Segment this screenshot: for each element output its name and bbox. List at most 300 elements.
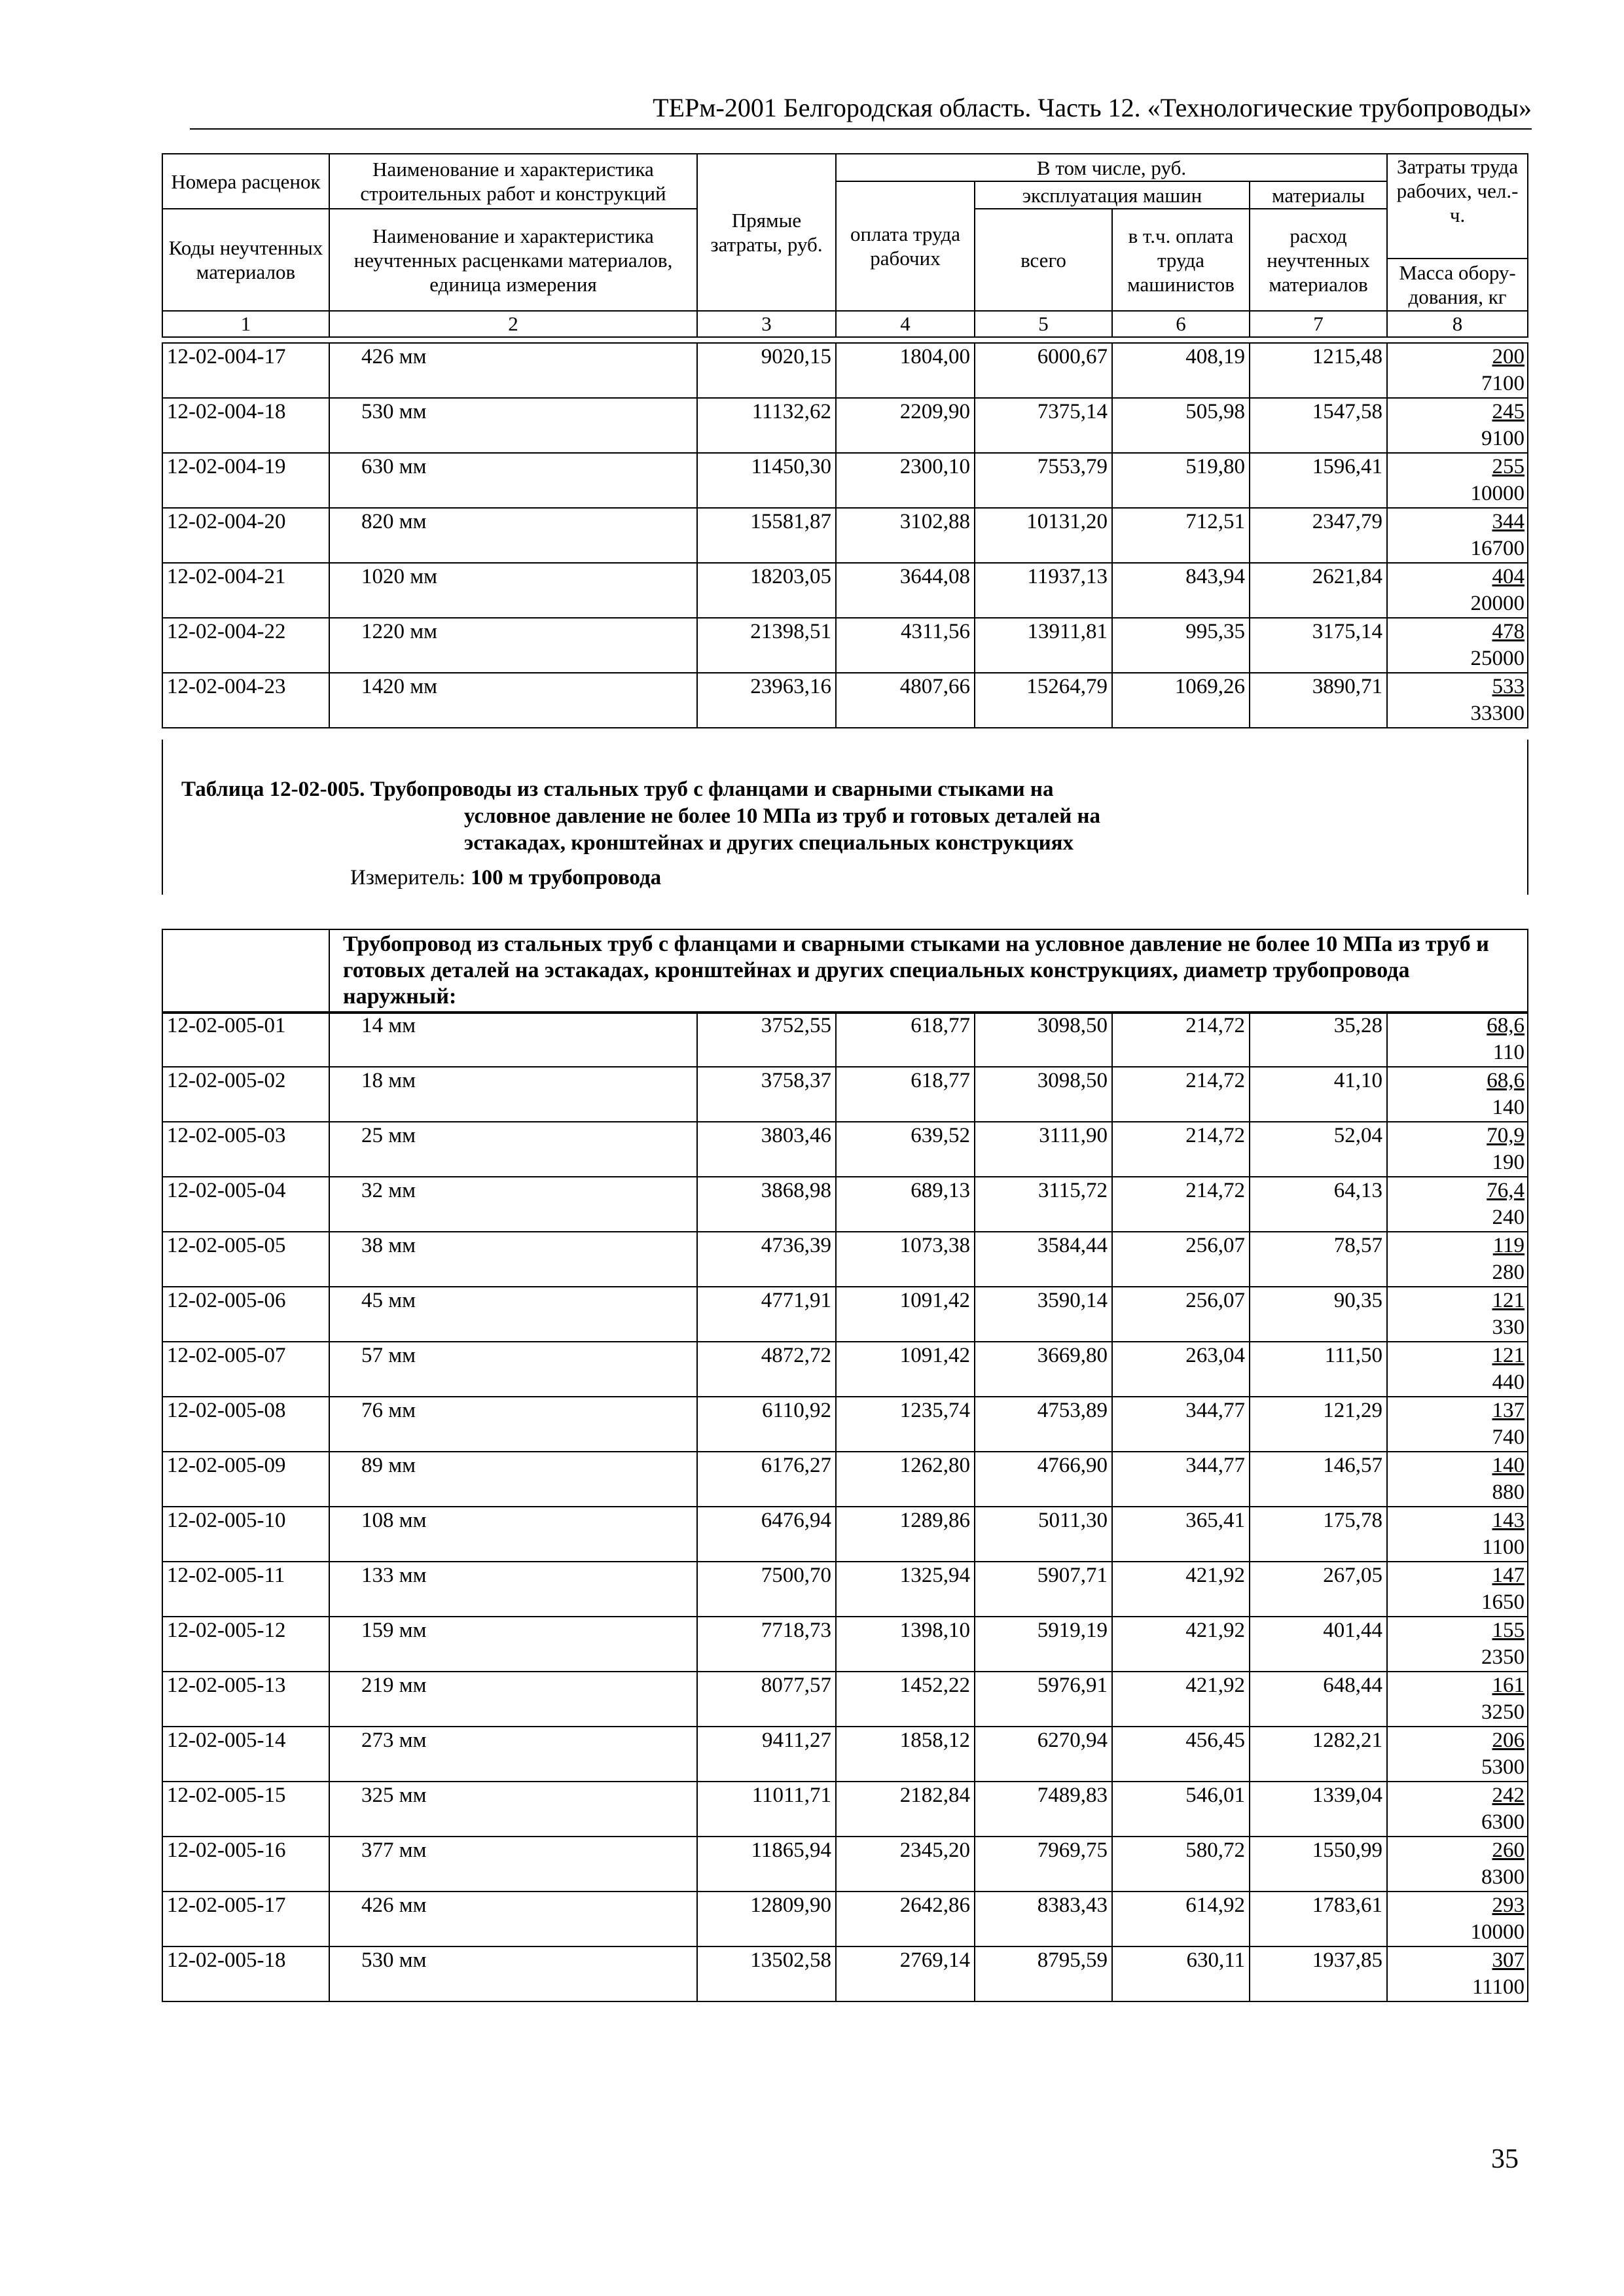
rate-name: 219 мм (329, 1672, 697, 1727)
labor-cost: 155 (1492, 1619, 1525, 1642)
labor-and-mass (1387, 673, 1528, 728)
equipment-mass: 240 (1492, 1206, 1525, 1229)
table-row (162, 1397, 1528, 1452)
labor-pay: 3102,88 (836, 508, 975, 563)
materials-cost: 35,28 (1250, 1012, 1387, 1067)
rate-name: 820 мм (329, 508, 697, 563)
table-row (162, 1012, 1528, 1067)
machinist-pay: 843,94 (1112, 563, 1250, 618)
equipment-mass: 3250 (1481, 1700, 1525, 1724)
labor-and-mass (1387, 1232, 1528, 1287)
rate-code: 12-02-005-15 (162, 1782, 329, 1837)
direct-costs: 8077,57 (697, 1672, 836, 1727)
direct-costs: 4771,91 (697, 1287, 836, 1342)
table-title-line: условное давление не более 10 МПа из труб и готовых деталей на (464, 804, 1100, 828)
direct-costs: 21398,51 (697, 618, 836, 673)
labor-and-mass (1387, 343, 1528, 398)
table-row (162, 1232, 1528, 1287)
machinist-pay: 505,98 (1112, 398, 1250, 453)
labor-and-mass (1387, 398, 1528, 453)
materials-cost: 1550,99 (1250, 1837, 1387, 1892)
running-header: ТЕРм-2001 Белгородская область. Часть 12. «Технологические трубопроводы» (190, 92, 1532, 130)
table-row (162, 1727, 1528, 1782)
labor-pay: 1452,22 (836, 1672, 975, 1727)
machinist-pay: 456,45 (1112, 1727, 1250, 1782)
labor-pay: 1858,12 (836, 1727, 975, 1782)
page-number: 35 (1491, 2144, 1519, 2174)
rate-code: 12-02-005-07 (162, 1342, 329, 1397)
table-row (162, 563, 1528, 618)
column-number: 6 (1112, 311, 1250, 337)
materials-cost: 1282,21 (1250, 1727, 1387, 1782)
labor-cost: 307 (1492, 1948, 1525, 1972)
machinist-pay: 344,77 (1112, 1452, 1250, 1507)
equipment-mass: 110 (1492, 1041, 1525, 1064)
rate-code: 12-02-004-23 (162, 673, 329, 728)
labor-cost: 245 (1492, 400, 1525, 423)
direct-costs: 6110,92 (697, 1397, 836, 1452)
materials-cost: 3175,14 (1250, 618, 1387, 673)
labor-and-mass (1387, 563, 1528, 618)
direct-costs: 4736,39 (697, 1232, 836, 1287)
materials-cost: 1937,85 (1250, 1946, 1387, 2001)
materials-cost: 121,29 (1250, 1397, 1387, 1452)
machinist-pay: 408,19 (1112, 343, 1250, 398)
header-machinist-pay: в т.ч. оплата труда машинистов (1112, 209, 1250, 311)
group-code-cell (162, 929, 329, 1013)
table-row (162, 1067, 1528, 1122)
machines-total: 5919,19 (975, 1617, 1112, 1672)
equipment-mass: 1650 (1481, 1590, 1525, 1614)
labor-and-mass (1387, 1122, 1528, 1177)
table-row (162, 1287, 1528, 1342)
direct-costs: 11011,71 (697, 1782, 836, 1837)
labor-pay: 639,52 (836, 1122, 975, 1177)
rates-table-part2 (162, 1011, 1528, 2002)
table-title-line: эстакадах, кронштейнах и других специальных конструкциях (464, 831, 1074, 855)
labor-pay: 1091,42 (836, 1287, 975, 1342)
table-row (162, 453, 1528, 508)
machines-total: 4753,89 (975, 1397, 1112, 1452)
equipment-mass: 8300 (1481, 1865, 1525, 1889)
column-number: 1 (162, 311, 329, 337)
labor-pay: 2300,10 (836, 453, 975, 508)
header-name-top: Наименование и характеристика строительных работ и конструкций (329, 154, 697, 209)
column-number: 3 (697, 311, 836, 337)
rate-code: 12-02-005-08 (162, 1397, 329, 1452)
materials-cost: 78,57 (1250, 1232, 1387, 1287)
group-description: Трубопровод из стальных труб с фланцами и сварными стыками на условное давление не более 10 МПа из труб и готовых деталей на эстакадах, кронштейнах и других специальных конструкциях, диаметр трубопровода наружный: (329, 929, 1528, 1013)
rates-table-part1 (162, 342, 1528, 728)
materials-cost: 648,44 (1250, 1672, 1387, 1727)
machinist-pay: 263,04 (1112, 1342, 1250, 1397)
direct-costs: 11865,94 (697, 1837, 836, 1892)
rate-code: 12-02-004-18 (162, 398, 329, 453)
labor-pay: 618,77 (836, 1067, 975, 1122)
materials-cost: 90,35 (1250, 1287, 1387, 1342)
labor-cost: 121 (1492, 1289, 1525, 1312)
labor-pay: 2642,86 (836, 1892, 975, 1946)
labor-and-mass (1387, 1562, 1528, 1617)
equipment-mass: 7100 (1481, 372, 1525, 395)
labor-pay: 2209,90 (836, 398, 975, 453)
labor-cost: 119 (1492, 1234, 1525, 1257)
labor-pay: 689,13 (836, 1177, 975, 1232)
equipment-mass: 5300 (1481, 1755, 1525, 1779)
materials-cost: 111,50 (1250, 1342, 1387, 1397)
table-row (162, 1617, 1528, 1672)
machines-total: 3098,50 (975, 1012, 1112, 1067)
labor-cost: 200 (1492, 345, 1525, 368)
direct-costs: 12809,90 (697, 1892, 836, 1946)
labor-and-mass (1387, 508, 1528, 563)
machines-total: 5011,30 (975, 1507, 1112, 1562)
equipment-mass: 2350 (1481, 1645, 1525, 1669)
machinist-pay: 214,72 (1112, 1012, 1250, 1067)
equipment-mass: 10000 (1470, 1920, 1525, 1944)
column-number: 7 (1250, 311, 1387, 337)
labor-and-mass (1387, 1397, 1528, 1452)
machinist-pay: 365,41 (1112, 1507, 1250, 1562)
labor-pay: 1804,00 (836, 343, 975, 398)
materials-cost: 1547,58 (1250, 398, 1387, 453)
header-materials: материалы (1250, 181, 1387, 209)
rate-name: 76 мм (329, 1397, 697, 1452)
labor-and-mass (1387, 453, 1528, 508)
machines-total: 3590,14 (975, 1287, 1112, 1342)
table-row (162, 1122, 1528, 1177)
rate-code: 12-02-005-17 (162, 1892, 329, 1946)
table-row (162, 343, 1528, 398)
labor-cost: 68,6 (1487, 1014, 1525, 1037)
machines-total: 3115,72 (975, 1177, 1112, 1232)
direct-costs: 23963,16 (697, 673, 836, 728)
rate-name: 426 мм (329, 343, 697, 398)
equipment-mass: 740 (1492, 1426, 1525, 1449)
header-code-bottom: Коды неучтенных материалов (162, 209, 329, 311)
machines-total: 7969,75 (975, 1837, 1112, 1892)
labor-and-mass (1387, 618, 1528, 673)
labor-and-mass (1387, 1342, 1528, 1397)
labor-pay: 2345,20 (836, 1837, 975, 1892)
direct-costs: 6176,27 (697, 1452, 836, 1507)
labor-and-mass (1387, 1837, 1528, 1892)
header-labor-cost: Затраты труда рабочих, чел.-ч. (1387, 154, 1528, 259)
machines-total: 6270,94 (975, 1727, 1112, 1782)
machinist-pay: 344,77 (1112, 1397, 1250, 1452)
machines-total: 11937,13 (975, 563, 1112, 618)
rate-code: 12-02-005-03 (162, 1122, 329, 1177)
machines-total: 6000,67 (975, 343, 1112, 398)
direct-costs: 15581,87 (697, 508, 836, 563)
header-materials-usage: расход неучтенных материалов (1250, 209, 1387, 311)
rate-code: 12-02-005-04 (162, 1177, 329, 1232)
machinist-pay: 421,92 (1112, 1562, 1250, 1617)
table-row (162, 1837, 1528, 1892)
column-header-table (162, 153, 1528, 338)
labor-and-mass (1387, 1617, 1528, 1672)
machines-total: 3584,44 (975, 1232, 1112, 1287)
rate-code: 12-02-005-06 (162, 1287, 329, 1342)
direct-costs: 3868,98 (697, 1177, 836, 1232)
rate-name: 1420 мм (329, 673, 697, 728)
rate-code: 12-02-005-11 (162, 1562, 329, 1617)
direct-costs: 9020,15 (697, 343, 836, 398)
labor-pay: 4311,56 (836, 618, 975, 673)
machines-total: 7553,79 (975, 453, 1112, 508)
machines-total: 7489,83 (975, 1782, 1112, 1837)
equipment-mass: 190 (1492, 1151, 1525, 1174)
rate-name: 273 мм (329, 1727, 697, 1782)
rate-code: 12-02-005-18 (162, 1946, 329, 2001)
column-number: 2 (329, 311, 697, 337)
direct-costs: 3758,37 (697, 1067, 836, 1122)
rate-name: 18 мм (329, 1067, 697, 1122)
direct-costs: 9411,27 (697, 1727, 836, 1782)
machinist-pay: 995,35 (1112, 618, 1250, 673)
labor-pay: 1235,74 (836, 1397, 975, 1452)
rate-name: 14 мм (329, 1012, 697, 1067)
labor-cost: 242 (1492, 1784, 1525, 1807)
header-code-top: Номера расценок (162, 154, 329, 209)
equipment-mass: 11100 (1471, 1975, 1525, 1999)
labor-and-mass (1387, 1067, 1528, 1122)
equipment-mass: 33300 (1470, 702, 1525, 725)
rate-name: 530 мм (329, 1946, 697, 2001)
labor-cost: 121 (1492, 1344, 1525, 1367)
rate-name: 426 мм (329, 1892, 697, 1946)
labor-cost: 255 (1492, 455, 1525, 478)
rate-code: 12-02-005-09 (162, 1452, 329, 1507)
machines-total: 7375,14 (975, 398, 1112, 453)
direct-costs: 3752,55 (697, 1012, 836, 1067)
machinist-pay: 712,51 (1112, 508, 1250, 563)
labor-pay: 4807,66 (836, 673, 975, 728)
equipment-mass: 6300 (1481, 1810, 1525, 1834)
machinist-pay: 614,92 (1112, 1892, 1250, 1946)
rate-name: 38 мм (329, 1232, 697, 1287)
labor-pay: 1398,10 (836, 1617, 975, 1672)
table-row (162, 1452, 1528, 1507)
materials-cost: 401,44 (1250, 1617, 1387, 1672)
labor-cost: 76,4 (1487, 1179, 1525, 1202)
machines-total: 8795,59 (975, 1946, 1112, 2001)
equipment-mass: 1100 (1482, 1535, 1525, 1559)
rate-code: 12-02-005-01 (162, 1012, 329, 1067)
meter-line (162, 857, 1528, 895)
header-machines-total: всего (975, 209, 1112, 311)
labor-pay: 3644,08 (836, 563, 975, 618)
machinist-pay: 421,92 (1112, 1617, 1250, 1672)
table-row (162, 1562, 1528, 1617)
labor-and-mass (1387, 1452, 1528, 1507)
header-labor-pay: оплата труда рабочих (836, 181, 975, 311)
labor-pay: 2769,14 (836, 1946, 975, 2001)
labor-pay: 2182,84 (836, 1782, 975, 1837)
machines-total: 13911,81 (975, 618, 1112, 673)
column-number: 4 (836, 311, 975, 337)
equipment-mass: 25000 (1470, 647, 1525, 670)
table-row (162, 618, 1528, 673)
rate-name: 377 мм (329, 1837, 697, 1892)
materials-cost: 1596,41 (1250, 453, 1387, 508)
table-row (162, 1946, 1528, 2001)
rate-name: 57 мм (329, 1342, 697, 1397)
equipment-mass: 10000 (1470, 482, 1525, 505)
materials-cost: 2347,79 (1250, 508, 1387, 563)
machines-total: 3669,80 (975, 1342, 1112, 1397)
rate-name: 630 мм (329, 453, 697, 508)
table-row (162, 673, 1528, 728)
labor-cost: 478 (1492, 620, 1525, 643)
rate-name: 45 мм (329, 1287, 697, 1342)
rate-code: 12-02-004-19 (162, 453, 329, 508)
materials-cost: 41,10 (1250, 1067, 1387, 1122)
equipment-mass: 330 (1492, 1316, 1525, 1339)
header-machines: эксплуатация машин (975, 181, 1250, 209)
machinist-pay: 214,72 (1112, 1067, 1250, 1122)
header-direct-costs: Прямые затраты, руб. (697, 154, 836, 311)
machinist-pay: 546,01 (1112, 1782, 1250, 1837)
materials-cost: 64,13 (1250, 1177, 1387, 1232)
labor-and-mass (1387, 1287, 1528, 1342)
machines-total: 5907,71 (975, 1562, 1112, 1617)
equipment-mass: 880 (1492, 1480, 1525, 1504)
rate-name: 1220 мм (329, 618, 697, 673)
section-title-block (162, 740, 1528, 895)
rate-name: 1020 мм (329, 563, 697, 618)
labor-pay: 1091,42 (836, 1342, 975, 1397)
rate-name: 530 мм (329, 398, 697, 453)
direct-costs: 13502,58 (697, 1946, 836, 2001)
rate-code: 12-02-004-20 (162, 508, 329, 563)
rate-code: 12-02-005-13 (162, 1672, 329, 1727)
labor-pay: 1262,80 (836, 1452, 975, 1507)
header-equipment-mass: Масса обору-дования, кг (1387, 259, 1528, 311)
labor-pay: 618,77 (836, 1012, 975, 1067)
table-row (162, 1672, 1528, 1727)
labor-and-mass (1387, 1892, 1528, 1946)
table-row (162, 508, 1528, 563)
direct-costs: 6476,94 (697, 1507, 836, 1562)
column-number: 5 (975, 311, 1112, 337)
rate-code: 12-02-005-05 (162, 1232, 329, 1287)
labor-and-mass (1387, 1782, 1528, 1837)
machinist-pay: 519,80 (1112, 453, 1250, 508)
table-title (162, 740, 1528, 857)
rate-code: 12-02-005-02 (162, 1067, 329, 1122)
rate-name: 133 мм (329, 1562, 697, 1617)
machines-total: 5976,91 (975, 1672, 1112, 1727)
labor-cost: 404 (1492, 565, 1525, 588)
equipment-mass: 440 (1492, 1371, 1525, 1394)
rate-code: 12-02-004-21 (162, 563, 329, 618)
machines-total: 10131,20 (975, 508, 1112, 563)
equipment-mass: 9100 (1481, 427, 1525, 450)
column-number: 8 (1387, 311, 1528, 337)
materials-cost: 1783,61 (1250, 1892, 1387, 1946)
labor-cost: 147 (1492, 1564, 1525, 1587)
table-title-line: Таблица 12-02-005. Трубопроводы из стальных труб с фланцами и сварными стыками на (181, 778, 1054, 801)
equipment-mass: 280 (1492, 1261, 1525, 1284)
direct-costs: 4872,72 (697, 1342, 836, 1397)
machinist-pay: 214,72 (1112, 1177, 1250, 1232)
materials-cost: 146,57 (1250, 1452, 1387, 1507)
materials-cost: 2621,84 (1250, 563, 1387, 618)
equipment-mass: 140 (1492, 1096, 1525, 1119)
labor-cost: 260 (1492, 1839, 1525, 1862)
labor-and-mass (1387, 1177, 1528, 1232)
materials-cost: 1339,04 (1250, 1782, 1387, 1837)
machinist-pay: 256,07 (1112, 1287, 1250, 1342)
direct-costs: 11450,30 (697, 453, 836, 508)
table-row (162, 1507, 1528, 1562)
meter-value: 100 м трубопровода (471, 866, 662, 889)
materials-cost: 3890,71 (1250, 673, 1387, 728)
rate-code: 12-02-004-17 (162, 343, 329, 398)
machinist-pay: 256,07 (1112, 1232, 1250, 1287)
rate-name: 32 мм (329, 1177, 697, 1232)
equipment-mass: 16700 (1470, 537, 1525, 560)
equipment-mass: 20000 (1470, 592, 1525, 615)
machinist-pay: 214,72 (1112, 1122, 1250, 1177)
table-row (162, 398, 1528, 453)
machinist-pay: 421,92 (1112, 1672, 1250, 1727)
direct-costs: 3803,46 (697, 1122, 836, 1177)
rates-table-part1-body (162, 343, 1528, 728)
rate-name: 108 мм (329, 1507, 697, 1562)
labor-cost: 293 (1492, 1893, 1525, 1917)
labor-cost: 533 (1492, 675, 1525, 698)
labor-cost: 161 (1492, 1674, 1525, 1697)
rates-table-part2-body (162, 1012, 1528, 2001)
machines-total: 15264,79 (975, 673, 1112, 728)
labor-pay: 1073,38 (836, 1232, 975, 1287)
labor-pay: 1289,86 (836, 1507, 975, 1562)
table-row (162, 1892, 1528, 1946)
machines-total: 3111,90 (975, 1122, 1112, 1177)
labor-cost: 143 (1492, 1509, 1525, 1532)
machinist-pay: 580,72 (1112, 1837, 1250, 1892)
machines-total: 8383,43 (975, 1892, 1112, 1946)
machines-total: 3098,50 (975, 1067, 1112, 1122)
labor-cost: 206 (1492, 1729, 1525, 1752)
labor-cost: 344 (1492, 510, 1525, 533)
direct-costs: 7718,73 (697, 1617, 836, 1672)
labor-cost: 140 (1492, 1454, 1525, 1477)
rate-code: 12-02-004-22 (162, 618, 329, 673)
group-description-table (162, 929, 1528, 1014)
rate-name: 325 мм (329, 1782, 697, 1837)
direct-costs: 7500,70 (697, 1562, 836, 1617)
labor-and-mass (1387, 1507, 1528, 1562)
labor-pay: 1325,94 (836, 1562, 975, 1617)
materials-cost: 52,04 (1250, 1122, 1387, 1177)
rate-name: 159 мм (329, 1617, 697, 1672)
materials-cost: 175,78 (1250, 1507, 1387, 1562)
labor-cost: 68,6 (1487, 1069, 1525, 1092)
rate-name: 89 мм (329, 1452, 697, 1507)
labor-and-mass (1387, 1946, 1528, 2001)
table-row (162, 1342, 1528, 1397)
rate-code: 12-02-005-10 (162, 1507, 329, 1562)
direct-costs: 18203,05 (697, 563, 836, 618)
header-including: В том числе, руб. (836, 154, 1387, 181)
machinist-pay: 1069,26 (1112, 673, 1250, 728)
materials-cost: 267,05 (1250, 1562, 1387, 1617)
machines-total: 4766,90 (975, 1452, 1112, 1507)
labor-cost: 70,9 (1487, 1124, 1525, 1147)
